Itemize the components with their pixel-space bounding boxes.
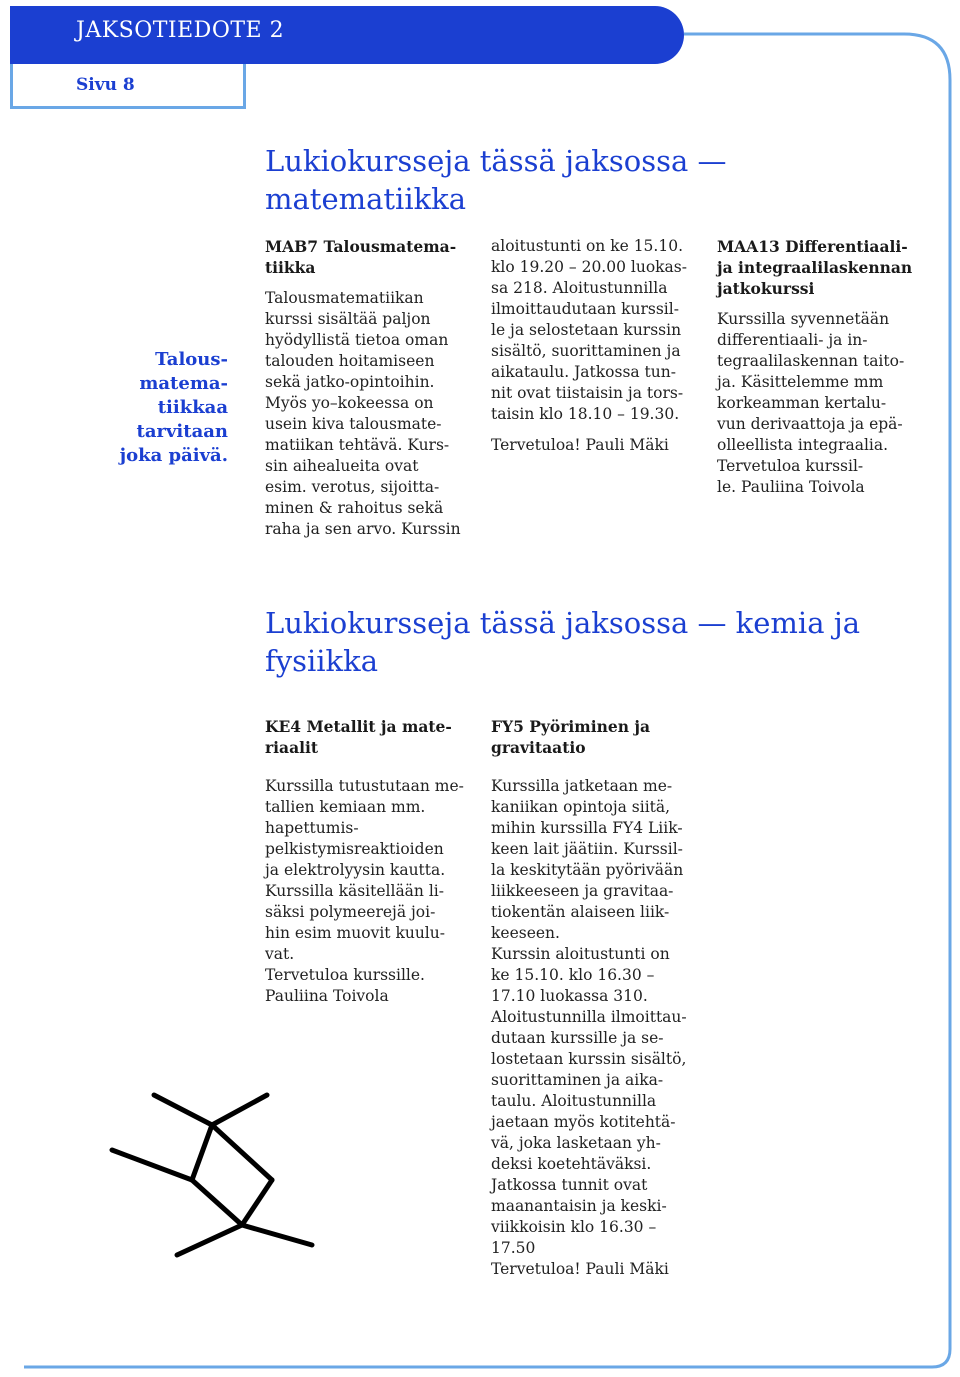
course-ke4-body: Kurssilla tutustutaan me- tallien kemiaan mm. hapettumis- pelkistymisreaktioiden ja elektrolyysin kautta. Kurssilla käsitellään li- säksi polymeerejä joi- hin esim muovit kuulu- vat. Tervetuloa kurssille. Pauliina Toivola bbox=[265, 777, 464, 1005]
course-ke4 bbox=[265, 716, 480, 1007]
course-mab7-continued-body: aloitustunti on ke 15.10. klo 19.20 – 20.00 luokas- sa 218. Aloitustunnilla ilmoittaudutaan kurssil- le ja selostetaan kurssin sisältö, suorittaminen ja aikataulu. Jatkossa tun- nit ovat tiistaisin ja tors- taisin klo 18.10 – 19.30. bbox=[491, 237, 687, 423]
section-title-math-line2: matematiikka bbox=[265, 182, 467, 216]
course-mab7-body: Talousmatematiikan kurssi sisältää paljon hyödyllistä tietoa oman talouden hoitamiseen sekä jatko-opintoihin. Myös yo–kokeessa on usein kiva talousmate- matiikan tehtävä. Kurs- sin aihealueita ovat esim. verotus, sijoitta- minen & rahoitus sekä raha ja sen arvo. Kurssin bbox=[265, 289, 461, 538]
course-maa13-heading: MAA13 Differentiaali- ja integraalilaskennan jatkokurssi bbox=[717, 237, 913, 298]
section-title-science bbox=[265, 604, 860, 680]
course-maa13 bbox=[717, 236, 947, 498]
section-title-science-line1: Lukiokursseja tässä jaksossa — kemia ja bbox=[265, 606, 860, 640]
section-title-math-line1: Lukiokursseja tässä jaksossa — bbox=[265, 144, 727, 178]
course-fy5 bbox=[491, 716, 706, 1280]
side-note: Talous- matema- tiikkaa tarvitaan joka päivä. bbox=[119, 349, 228, 466]
section-title-math bbox=[265, 142, 726, 218]
course-fy5-body: Kurssilla jatketaan me- kaniikan opintoja siitä, mihin kurssilla FY4 Liik- keen lait jäätiin. Kurssil- la keskitytään pyörivään liikkeeseen ja gravitaa- tiokentän alaiseen liik- keeseen. Kurssin aloitustunti on ke 15.10. klo 16.30 – 17.10 luokassa 310. Aloitustunnilla ilmoittau- dutaan kurssille ja se- lostetaan kurssin sisältö, suorittaminen ja aika- taulu. Aloitustunnilla jaetaan myös kotitehtä- vä, joka lasketaan yh- deksi koetehtäväksi. Jatkossa tunnit ovat maanantaisin ja keski- viikkoisin klo 16.30 – 17.50 Tervetuloa! Pauli Mäki bbox=[491, 777, 687, 1278]
newsletter-title: JAKSOTIEDOTE 2 bbox=[76, 18, 285, 43]
section-title-science-line2: fysiikka bbox=[265, 644, 378, 678]
course-maa13-body: Kurssilla syvennetään differentiaali- ja in- tegraalilaskennan taito- ja. Käsittelemme mm korkeamman kertalu- vun derivaattoja ja epä- olleellista integraalia. Tervetuloa kurssil- le. Pauliina Toivola bbox=[717, 310, 905, 496]
page-number: Sivu 8 bbox=[76, 75, 135, 95]
course-mab7 bbox=[265, 236, 480, 540]
course-fy5-heading: FY5 Pyöriminen ja gravitaatio bbox=[491, 717, 651, 757]
course-ke4-heading: KE4 Metallit ja mate- riaalit bbox=[265, 717, 452, 757]
course-mab7-closing: Tervetuloa! Pauli Mäki bbox=[491, 436, 669, 454]
course-mab7-continued bbox=[491, 236, 706, 456]
crescent-molecule-icon bbox=[82, 1040, 352, 1300]
course-mab7-heading: MAB7 Talousmatema- tiikka bbox=[265, 237, 457, 277]
